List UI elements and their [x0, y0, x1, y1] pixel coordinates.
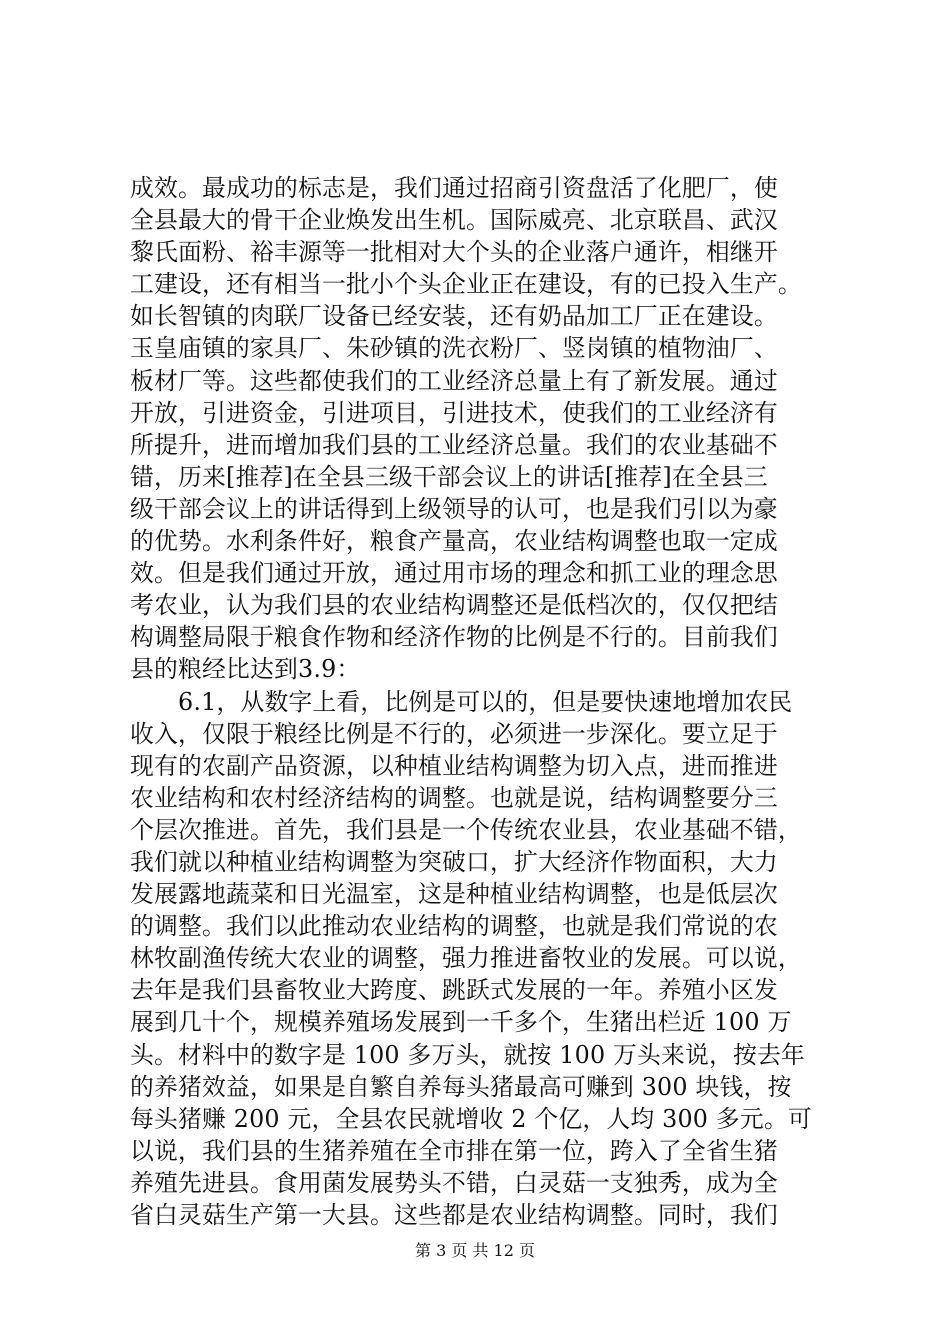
- text-line: 现有的农副产品资源，以种植业结构调整为切入点，进而推进: [130, 751, 778, 780]
- text-line: 省白灵菇生产第一大县。这些都是农业结构调整。同时，我们: [130, 1201, 778, 1229]
- text-line: 以说，我们县的生猪养殖在全市排在第一位，跨入了全省生猪: [130, 1136, 778, 1165]
- text-line: 板材厂等。这些都使我们的工业经济总量上有了新发展。通过: [130, 366, 778, 395]
- text-line: 展到几十个，规模养殖场发展到一千多个，生猪出栏近 100 万: [130, 1008, 792, 1037]
- text-line: 开放，引进资金，引进项目，引进技术，使我们的工业经济有: [130, 398, 778, 427]
- text-line: 构调整局限于粮食作物和经济作物的比例是不行的。目前我们: [130, 623, 778, 652]
- text-line: 的优势。水利条件好，粮食产量高，农业结构调整也取一定成: [130, 527, 778, 556]
- text-line: 农业结构和农村经济结构的调整。也就是说，结构调整要分三: [130, 783, 778, 812]
- text-line: 工建设，还有相当一批小个头企业正在建设，有的已投入生产。: [130, 270, 802, 299]
- text-line: 县的粮经比达到3.9：: [130, 655, 361, 684]
- text-line: 错，历来[推荐]在全县三级干部会议上的讲话[推荐]在全县三: [130, 462, 768, 491]
- text-line: 的调整。我们以此推动农业结构的调整，也就是我们常说的农: [130, 912, 778, 941]
- text-line: 个层次推进。首先，我们县是一个传统农业县，农业基础不错，: [130, 815, 802, 844]
- text-line: 玉皇庙镇的家具厂、朱砂镇的洗衣粉厂、竖岗镇的植物油厂、: [130, 334, 778, 363]
- text-line: 每头猪赚 200 元，全县农民就增收 2 个亿，人均 300 多元。可: [130, 1104, 812, 1133]
- text-line: 所提升，进而增加我们县的工业经济总量。我们的农业基础不: [130, 430, 778, 459]
- text-line: 考农业，认为我们县的农业结构调整还是低档次的，仅仅把结: [130, 591, 778, 620]
- text-line: 头。材料中的数字是 100 多万头，就按 100 万头来说，按去年: [130, 1040, 806, 1069]
- text-line: 成效。最成功的标志是，我们通过招商引资盘活了化肥厂，使: [130, 174, 778, 202]
- text-line: 级干部会议上的讲话得到上级领导的认可，也是我们引以为豪: [130, 494, 778, 523]
- text-line: 收入，仅限于粮经比例是不行的，必须进一步深化。要立足于: [130, 719, 778, 748]
- text-line: 6.1，从数字上看，比例是可以的，但是要快速地增加农民: [178, 687, 793, 716]
- text-line: 全县最大的骨干企业焕发出生机。国际威亮、北京联昌、武汉: [130, 206, 778, 235]
- text-line: 的养猪效益，如果是自繁自养每头猪最高可赚到 300 块钱，按: [130, 1072, 792, 1101]
- page-footer: 第 3 页 共 12 页: [415, 1241, 535, 1260]
- text-line: 黎氏面粉、裕丰源等一批相对大个头的企业落户通许，相继开: [130, 238, 778, 267]
- text-line: 发展露地蔬菜和日光温室，这是种植业结构调整，也是低层次: [130, 880, 778, 909]
- text-line: 如长智镇的肉联厂设备已经安装，还有奶品加工厂正在建设。: [130, 302, 778, 331]
- body-text: [130, 172, 830, 1231]
- text-line: 养殖先进县。食用菌发展势头不错，白灵菇一支独秀，成为全: [130, 1168, 778, 1197]
- text-line: 我们就以种植业结构调整为突破口，扩大经济作物面积，大力: [130, 847, 778, 876]
- text-line: 去年是我们县畜牧业大跨度、跳跃式发展的一年。养殖小区发: [130, 976, 778, 1005]
- text-line: 林牧副渔传统大农业的调整，强力推进畜牧业的发展。可以说，: [130, 944, 802, 973]
- text-line: 效。但是我们通过开放，通过用市场的理念和抓工业的理念思: [130, 559, 778, 588]
